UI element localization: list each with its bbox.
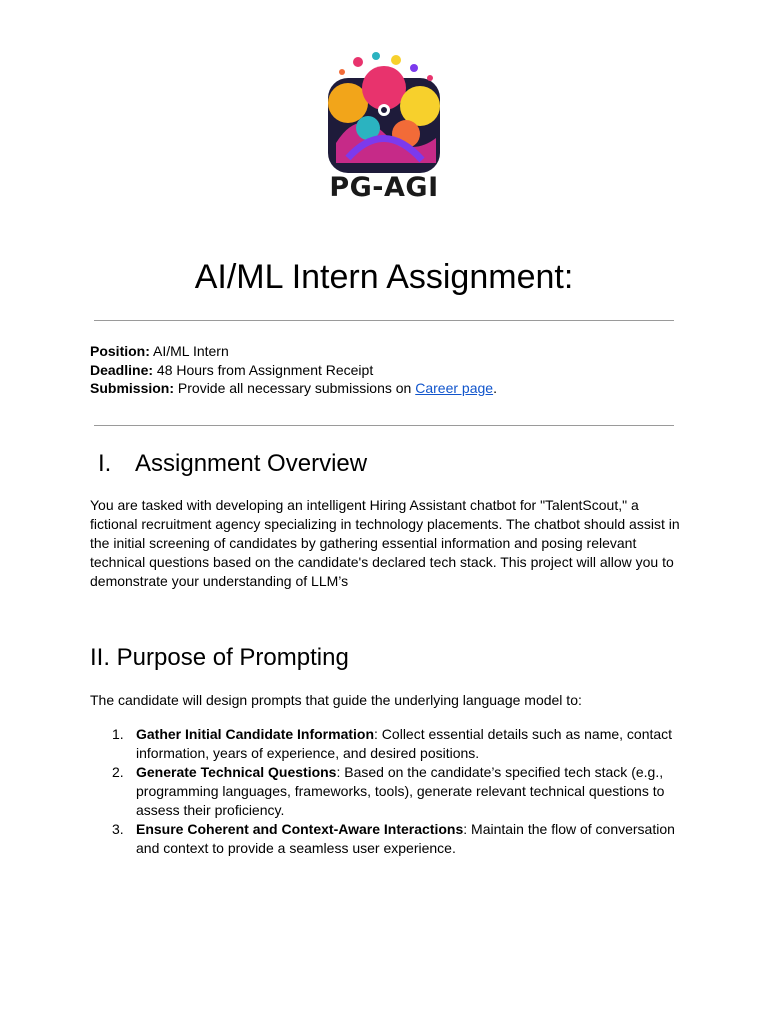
divider [94, 320, 674, 321]
list-item-text: : Maintain the flow of conversation and context to provide a seamless user experience. [136, 821, 675, 856]
list-item [90, 820, 680, 858]
position-row [90, 342, 497, 361]
list-item [90, 725, 680, 763]
logo-text: PG-AGI [329, 172, 439, 203]
list-number: 2. [112, 764, 124, 780]
list-item-title: Generate Technical Questions [136, 764, 337, 780]
position-value: AI/ML Intern [149, 343, 229, 359]
section-heading-overview [90, 450, 367, 478]
divider [94, 425, 674, 426]
list-number: 1. [112, 726, 124, 742]
career-page-link[interactable]: Career page [415, 380, 494, 396]
list-item-text: : Based on the candidate’s specified tech stack (e.g., programming languages, frameworks, tools), generate relevant technical questions to assess their proficiency. [136, 764, 665, 818]
overview-paragraph: You are tasked with developing an intelligent Hiring Assistant chatbot for "TalentScout," a fictional recruitment agency specializing in technology placements. The chatbot should assist in the initial screening of candidates by gathering essential information and posing relevant technical questions based on the candidate's declared tech stack. This project will allow you to demonstrate your understanding of LLM’s [90, 497, 680, 589]
deadline-row [90, 361, 497, 380]
list-number: 3. [112, 821, 124, 837]
submission-value: Provide all necessary submissions on [174, 380, 416, 396]
assignment-meta [90, 342, 497, 398]
list-item-title: Gather Initial Candidate Information [136, 726, 375, 742]
section-heading-prompting: II. Purpose of Prompting [90, 644, 349, 671]
list-item [90, 763, 680, 820]
section-number: I. [98, 450, 112, 477]
deadline-label: Deadline: [90, 361, 154, 378]
page-title: AI/ML Intern Assignment: [194, 258, 574, 296]
submission-label: Submission: [90, 380, 175, 396]
list-item-text: : Collect essential details such as name, contact information, years of experience, and desired positions. [136, 726, 673, 761]
prompting-intro: The candidate will design prompts that guide the underlying language model to: [90, 692, 582, 708]
prompting-list [90, 725, 680, 858]
deadline-value: 48 Hours from Assignment Receipt [153, 361, 374, 378]
section-title: Assignment Overview [135, 450, 368, 477]
submission-end: . [493, 380, 497, 396]
abstract-art-logo-icon [318, 48, 450, 173]
position-label: Position: [90, 343, 150, 359]
submission-row [90, 379, 497, 398]
company-logo [318, 48, 450, 204]
list-item-title: Ensure Coherent and Context-Aware Interactions [136, 821, 464, 837]
